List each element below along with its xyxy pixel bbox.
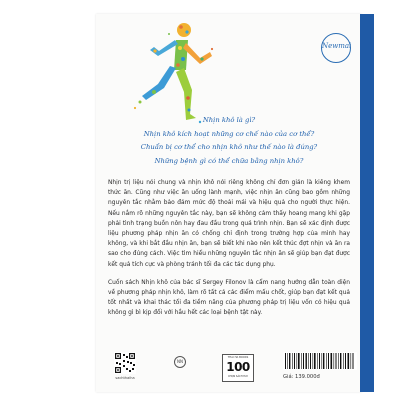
qr-code-icon	[114, 352, 136, 374]
publisher-mark-text: NN	[177, 358, 183, 364]
badge-top-text: THAI HA BOOKS	[227, 356, 249, 359]
question-line: Nhịn khô kích hoạt những cơ chế nào của cơ thể?	[143, 129, 315, 138]
paragraph	[108, 278, 350, 319]
question-line: Nhịn khô là gì?	[202, 116, 256, 124]
publisher-mark-icon	[174, 356, 186, 368]
barcode-icon	[283, 352, 357, 370]
back-cover-footer	[96, 350, 362, 392]
price-label: Giá: 139.000đ	[283, 374, 320, 380]
qr-caption: sachthaiha	[115, 376, 135, 380]
publisher-logo	[321, 33, 351, 63]
paragraph-text: Cuốn sách Nhịn khô của bác sĩ Sergey Filonov là cẩm nang hướng dẫn toàn diện về phương pháp nhịn khô, làm rõ tất cả các điểm mấu chốt, giúp bạn đạt kết quả tốt nhất và khai thác tối đa tiềm năng của phương pháp trị liệu vốn có hiệu quả không gì bì kịp đối với hầu hết các loại bệnh tật này.	[108, 279, 350, 317]
questions-list	[96, 114, 362, 168]
paragraph	[108, 178, 350, 270]
award-badge	[222, 354, 254, 382]
badge-number: 100	[226, 360, 250, 374]
paragraph-text: Nhịn trị liệu nói chung và nhịn khô nói riêng không chỉ đơn giản là kiêng khem thức ăn. Cũng như việc ăn uống lành mạnh, việc nhịn ăn cũng bao gồm những nguyên tắc nhằm bảo đảm mức độ thoải mái và hiệu quả cho người thực hiện. Nếu nắm rõ những nguyên tắc này, bạn sẽ không cảm thấy hoang mang khi gặp phải tình trạng buồn nôn hay đau đầu trong quá trình nhịn. Bạn sẽ xác định được liệu phương pháp nhịn ăn có chống chỉ định trong trường hợp của mình hay không, và khi bắt đầu nhịn ăn, bạn sẽ biết khi nào nên kết thúc đợt nhịn và ăn ra sao cho đúng cách. Việc tìm hiểu những nguyên tắc nhịn ăn sẽ giúp bạn đạt được kết quả tích cực và phòng tránh tối đa các tác dụng phụ.	[108, 180, 350, 268]
badge-bottom-text: CHỌN SÁCH HAY	[228, 375, 248, 378]
body-text	[108, 178, 350, 319]
logo-text: Newmai	[322, 42, 352, 50]
question-line: Chuẩn bị cơ thể cho nhịn khô như thế nào là đúng?	[140, 143, 318, 151]
book-spine	[360, 14, 374, 392]
question-line: Những bệnh gì có thể chữa bằng nhịn khô?	[154, 156, 304, 165]
cover-page	[96, 14, 362, 392]
